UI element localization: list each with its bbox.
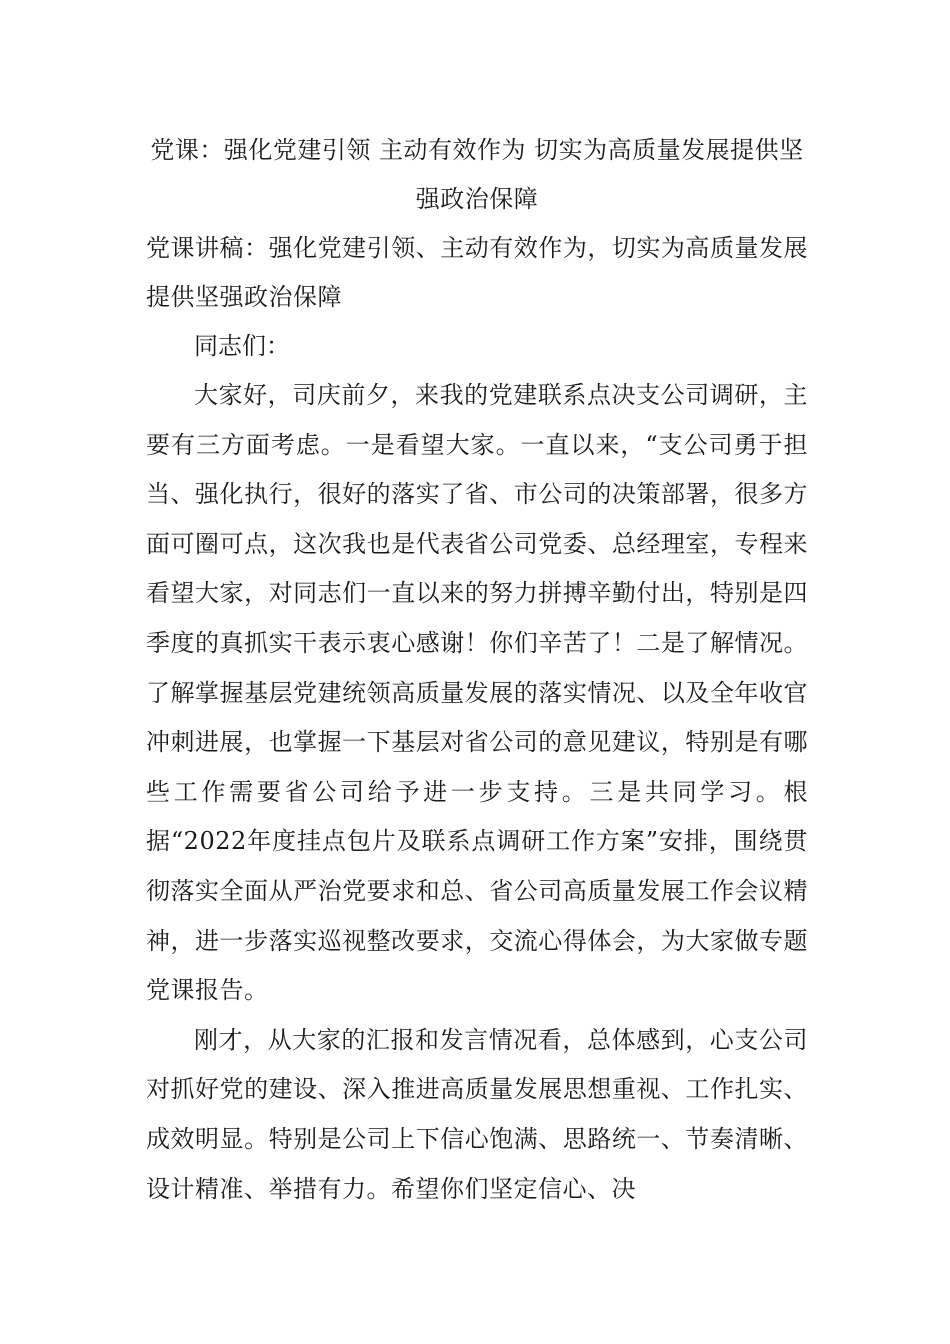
document-title: 党课：强化党建引领 主动有效作为 切实为高质量发展提供坚强政治保障 bbox=[150, 136, 804, 213]
paragraph-intro: 大家好，司庆前夕，来我的党建联系点决支公司调研，主要有三方面考虑。一是看望大家。一直以来，“支公司勇于担当、强化执行，很好的落实了省、市公司的决策部署，很多方面可圈可点，这次我也是代表省公司党委、总经理室，专程来看望大家，对同志们一直以来的努力拼搏辛勤付出，特别是四季度的真抓实干表示衷心感谢！你们辛苦了！二是了解情况。了解掌握基层党建统领高质量发展的落实情况、以及全年收官冲刺进展，也掌握一下基层对省公司的意见建议，特别是有哪些工作需要省公司给予进一步支持。三是共同学习。根据“2022年度挂点包片及联系点调研工作方案”安排，围绕贯彻落实全面从严治党要求和总、省公司高质量发展工作会议精神，进一步落实巡视整改要求，交流心得体会，为大家做专题党课报告。 bbox=[146, 381, 808, 1005]
salutation: 同志们： bbox=[194, 332, 290, 360]
paragraph-assessment: 刚才，从大家的汇报和发言情况看，总体感到，心支公司对抓好党的建设、深入推进高质量发展思想重视、工作扎实、成效明显。特别是公司上下信心饱满、思路统一、节奏清晰、设计精准、举措有力。希望你们坚定信心、决 bbox=[146, 1025, 808, 1203]
document-body bbox=[146, 126, 808, 1214]
document-subtitle: 党课讲稿：强化党建引领、主动有效作为，切实为高质量发展提供坚强政治保障 bbox=[146, 234, 808, 311]
